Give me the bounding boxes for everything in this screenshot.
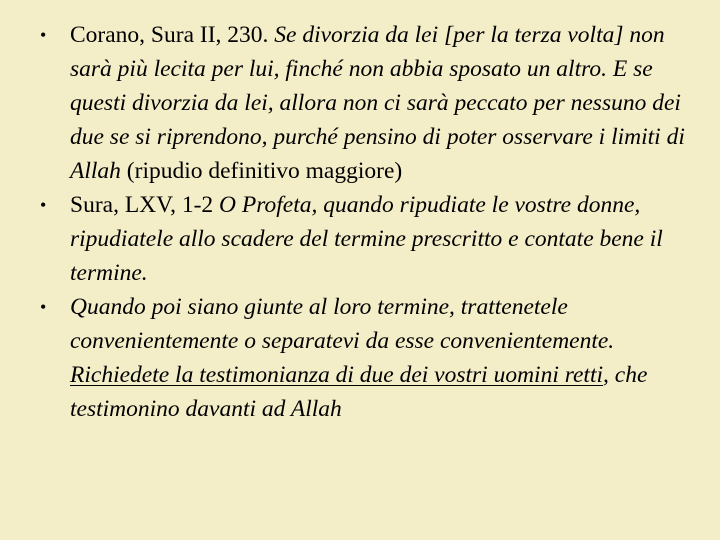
bullet-dot-icon: • [40,25,47,45]
bullet-quote-end: , che testimonino davanti ad Allah [70,362,648,422]
bullet-item-sura-ii-230 [40,18,688,188]
bullet-quote-start: Quando poi siano giunte al loro termine, trattenetele convenientemente o separatevi da esse convenientemente. [70,294,615,354]
bullet-list [40,18,688,426]
bullet-quote-underlined: Richiedete la testimonianza di due dei vostri uomini retti [70,362,604,388]
bullet-item-sura-lxv [40,188,688,290]
bullet-dot-icon: • [40,297,47,317]
bullet-quote: O Profeta, quando ripudiate le vostre donne, ripudiatele allo scadere del termine prescritto e contate bene il termine. [70,192,663,286]
bullet-dot-icon: • [40,195,47,215]
bullet-note: (ripudio definitivo maggiore) [126,158,403,184]
bullet-quote: Se divorzia da lei [per la terza volta] non sarà più lecita per lui, finché non abbia sposato un altro. E se questi divorzia da lei, allora non ci sarà peccato per nessuno dei due se si riprendono, purché pensino di poter osservare i limiti di Allah [70,22,685,184]
bullet-reference: Sura, LXV, 1-2 [70,192,214,218]
bullet-reference: Corano, Sura II, 230. [70,22,269,48]
bullet-item-testimonianza [40,290,688,426]
